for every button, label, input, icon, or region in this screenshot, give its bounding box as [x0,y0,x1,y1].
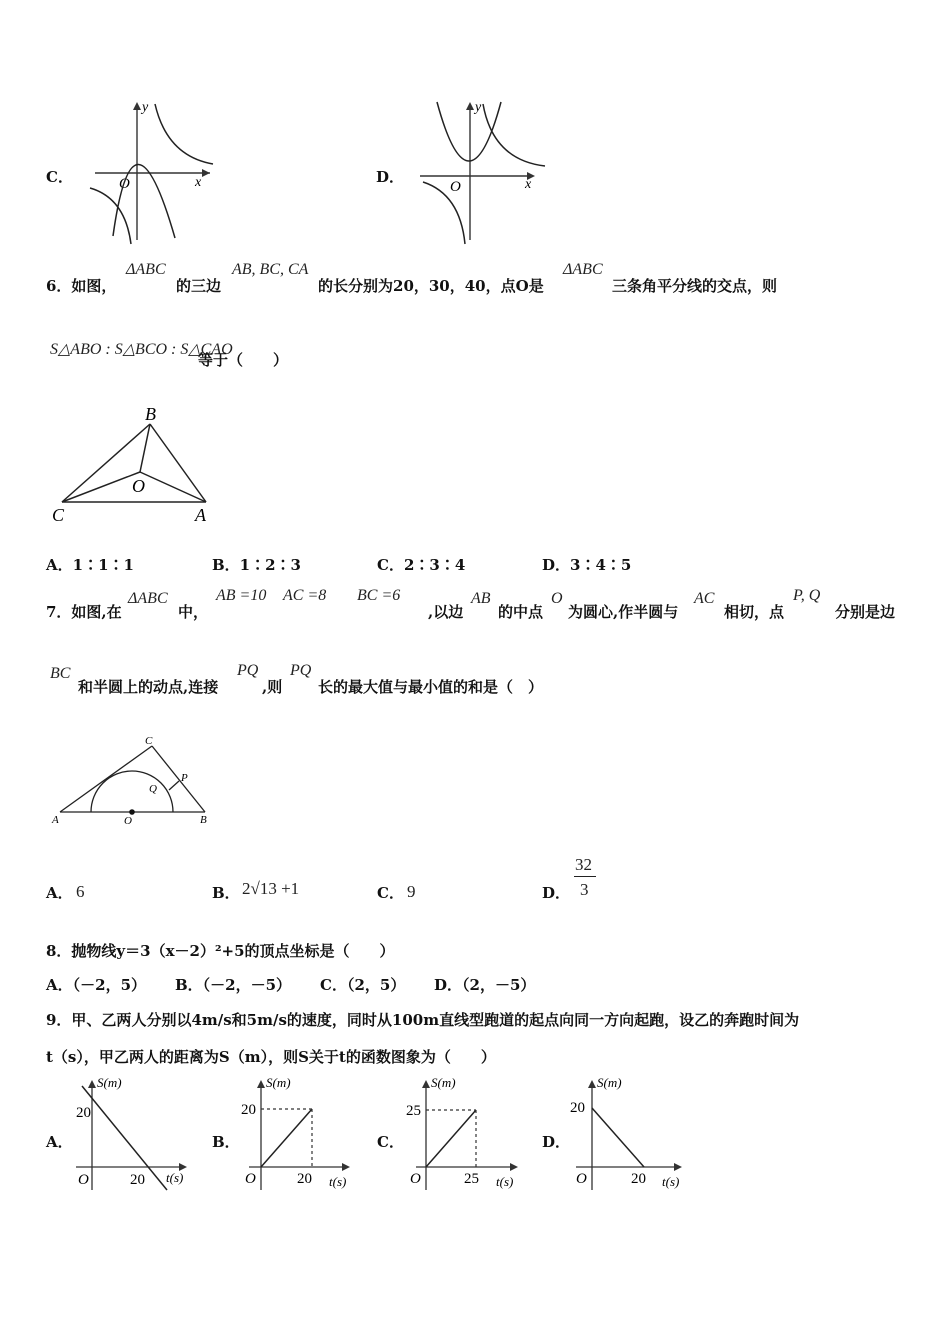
q9d-x-axis-label: t(s) [662,1174,680,1189]
q7-cond-bc: BC =6 [357,587,401,604]
q6-triangle-2: ΔABC [563,261,603,278]
q7-ab: AB [471,590,491,607]
q6-label-c: C [52,505,65,525]
q7-text5: 相切，点 [724,603,785,621]
q5c-origin: O [119,176,130,192]
q9c-y-tick: 25 [406,1103,421,1119]
q9c-y-axis-label: S(m) [431,1075,456,1090]
q7-fraction-bar [574,876,596,877]
q7-label-o: O [124,815,132,827]
q9-option-a-label[interactable]: A． [46,1133,73,1151]
q9a-x-axis-label: t(s) [166,1170,184,1185]
q5d-x-label: x [525,177,532,192]
q6-option-b[interactable]: B．1∶2∶3 [212,556,301,574]
q7-prefix: 7．如图,在 [46,603,122,621]
q7-option-d-label[interactable]: D． [542,884,571,902]
q7-label-c: C [145,735,153,747]
q6-text4: 等于（ ） [198,351,289,369]
q7-option-d-denominator: 3 [580,880,589,899]
q7-option-a-value: 6 [76,882,85,901]
q8-option-b[interactable]: B．（－2，－5） [175,976,292,994]
q9-graph-a [72,1074,194,1194]
q6-option-a[interactable]: A．1∶1∶1 [46,556,134,574]
q8-question: 8．抛物线y＝3（x－2）²+5的顶点坐标是（ ） [46,942,395,960]
q7-option-c-value: 9 [407,882,416,901]
q7-ac: AC [694,590,715,607]
q6-prefix: 6．如图， [46,277,117,295]
q5c-y-label: y [142,100,149,115]
q7-figure [48,732,218,830]
q8-option-c[interactable]: C．（2，5） [320,976,406,994]
q6-text2: 的长分别为20，30，40，点O是 [318,277,544,295]
q7-o: O [551,590,563,607]
q6-area-ratio: S△ABO : S△BCO : S△CAO [50,341,233,358]
q8-option-a[interactable]: A．（－2，5） [46,976,147,994]
q7-label-b: B [200,814,207,826]
q9-line-1: 9．甲、乙两人分别以4m/s和5m/s的速度，同时从100m直线型跑道的起点向同一方向起跑，设乙的奔跑时间为 [46,1011,800,1029]
q7-pq-points: P, Q [793,587,821,604]
q9a-x-tick: 20 [130,1172,145,1188]
q7-option-a-label[interactable]: A． [46,884,73,902]
q7-text2: ,以边 [428,603,464,621]
q5d-origin: O [450,179,461,195]
q9b-origin: O [245,1171,256,1187]
q9d-y-axis-label: S(m) [597,1075,622,1090]
q9-graph-d [568,1074,692,1194]
q9b-y-tick: 20 [241,1102,256,1118]
q7-text8: ,则 [262,678,283,696]
q9c-origin: O [410,1171,421,1187]
q9c-x-tick: 25 [464,1171,479,1187]
q7-triangle: ΔABC [128,590,168,607]
q9d-y-tick: 20 [570,1100,585,1116]
q9b-x-axis-label: t(s) [329,1174,347,1189]
q7-option-d-numerator: 32 [575,855,592,874]
q7-label-a: A [52,814,59,826]
q7-pq: PQ [237,662,259,679]
q9-line-2: t（s），甲乙两人的距离为S（m），则S关于t的函数图象为（ ） [46,1048,496,1066]
q7-label-q: Q [149,783,157,795]
q9-option-b-label[interactable]: B． [212,1133,240,1151]
q9-option-c-label[interactable]: C． [377,1133,404,1151]
q7-option-b-label[interactable]: B． [212,884,240,902]
q6-sides: AB, BC, CA [232,261,309,278]
q6-label-b: B [145,404,156,424]
q7-text1: 中， [178,603,209,621]
q7-pq-2: PQ [290,662,312,679]
q7-text7: 和半圆上的动点,连接 [78,678,219,696]
q8-option-d[interactable]: D．（2，－5） [434,976,536,994]
q5-option-d-label: D． [376,168,405,186]
q9b-y-axis-label: S(m) [266,1075,291,1090]
q7-option-c-label[interactable]: C． [377,884,404,902]
q9d-x-tick: 20 [631,1171,646,1187]
q9a-y-tick: 20 [76,1105,91,1121]
q9-graph-c [402,1074,526,1194]
q6-option-d[interactable]: D．3∶4∶5 [542,556,632,574]
q7-text6: 分别是边 [835,603,896,621]
q9a-origin: O [78,1172,89,1188]
q9-option-d-label[interactable]: D． [542,1133,571,1151]
q7-cond-ab: AB =10 [216,587,267,604]
q6-label-o: O [132,476,145,496]
q7-text3: 的中点 [498,603,544,621]
q9b-x-tick: 20 [297,1171,312,1187]
q9d-origin: O [576,1171,587,1187]
q9-graph-b [237,1074,359,1194]
q6-option-c[interactable]: C．2∶3∶4 [377,556,466,574]
q7-bc: BC [50,665,71,682]
q7-option-b-value: 2√13 +1 [242,879,300,898]
q9c-x-axis-label: t(s) [496,1174,514,1189]
q7-cond-ac: AC =8 [283,587,327,604]
q5-graph-d [405,98,553,246]
q5d-y-label: y [475,100,482,115]
q7-text4: 为圆心,作半圆与 [568,603,679,621]
q5-graph-c [75,98,220,246]
q5c-x-label: x [195,175,202,190]
q7-text9: 长的最大值与最小值的和是（ ） [318,678,544,696]
q6-triangle: ΔABC [126,261,166,278]
q6-text3: 三条角平分线的交点，则 [612,277,778,295]
q6-label-a: A [195,505,206,525]
q6-text1: 的三边 [176,277,222,295]
q7-label-p: P [181,772,188,784]
q5-option-c-label: C． [46,168,73,186]
q9a-y-axis-label: S(m) [97,1075,122,1090]
q6-figure [48,402,218,527]
